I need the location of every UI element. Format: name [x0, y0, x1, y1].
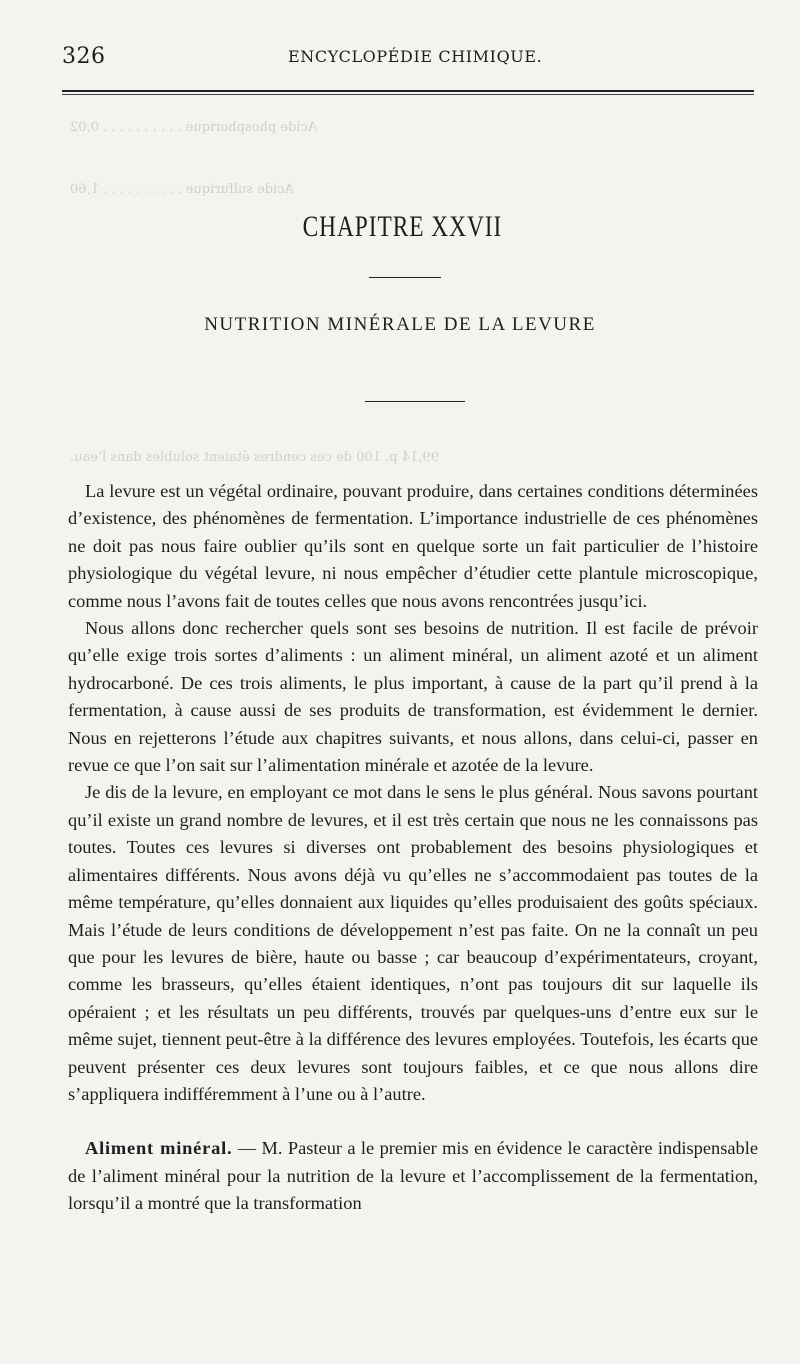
title-separator-rule: [369, 277, 441, 278]
section-text: — M. Pasteur a le premier mis en évidence le caractère indispensable de l’aliment minéral pour la nutrition de la levure et l’accomplissement de la fermentation, lorsqu’il a montré que la transformation: [68, 1138, 758, 1214]
bleed-through-text: Acide phosphorique . . . . . . . . . . 0,02: [70, 120, 318, 135]
section-aliment-mineral: [68, 1135, 758, 1217]
header-rule: [62, 90, 754, 95]
bleed-through-text: Acide sulfurique . . . . . . . . . . 1,60: [70, 182, 294, 197]
page-number: 326: [62, 44, 106, 69]
subtitle-separator-rule: [365, 401, 465, 402]
running-title: ENCYCLOPÉDIE CHIMIQUE.: [288, 47, 543, 66]
body-text: [68, 478, 758, 1218]
paragraph-levures: Je dis de la levure, en employant ce mot dans le sens le plus général. Nous savons pourtant qu’il existe un grand nombre de levures, et il est très certain que nous ne les connaissons pas toutes. Toutes ces levures si diverses ont probablement des besoins physiologiques et alimentaires différents. Nous avons déjà vu qu’elles ne s’accommodaient pas toutes de la même température, qu’elles donnaient aux liquides qu’elles produisaient des goûts spéciaux. Mais l’étude de leurs conditions de développement n’est pas faite. On ne la connaît un peu que pour les levures de bière, haute ou basse ; car beaucoup d’expérimentateurs, croyant, comme les brasseurs, qu’elles étaient identiques, n’ont pas toujours dit sur laquelle ils opéraient ; et les résultats un peu différents, trouvés par quelques-uns d’entre eux sur le même sujet, tiennent peut-être à la différence des levures employées. Toutefois, les écarts que peuvent présenter ces deux levures sont toujours faibles, et ce que nous allons dire s’appliquera indifféremment à l’une ou à l’autre.: [68, 782, 758, 1104]
section-heading: Aliment minéral.: [85, 1138, 233, 1159]
chapter-subtitle: NUTRITION MINÉRALE DE LA LEVURE: [204, 314, 596, 335]
paragraph-nutrition-needs: Nous allons donc rechercher quels sont ses besoins de nutrition. Il est facile de prévoir qu’elle exige trois sortes d’aliments : un aliment minéral, un aliment azoté et un aliment hydrocarboné. De ces trois aliments, le plus important, à cause de la part qu’il prend à la fermentation, à cause aussi de ses produits de transformation, est évidemment le dernier. Nous en rejetterons l’étude aux chapitres suivants, et nous allons, dans celui-ci, passer en revue ce que l’on sait sur l’alimentation minérale et azotée de la levure.: [68, 618, 758, 776]
bleed-through-text: 99,14 p. 100 de ces cendres étaient solubles dans l’eau.: [70, 450, 439, 465]
chapter-title: CHAPITRE XXVII: [302, 210, 503, 243]
paragraph-intro: La levure est un végétal ordinaire, pouvant produire, dans certaines conditions déterminées d’existence, des phénomènes de fermentation. L’importance industrielle de ces phénomènes ne doit pas nous faire oublier qu’ils sont en quelque sorte un fait particulier de l’histoire physiologique du végétal levure, ni nous empêcher d’étudier cette plantule microscopique, comme nous l’avons fait de toutes celles que nous avons rencontrées jusqu’ici.: [68, 481, 758, 611]
